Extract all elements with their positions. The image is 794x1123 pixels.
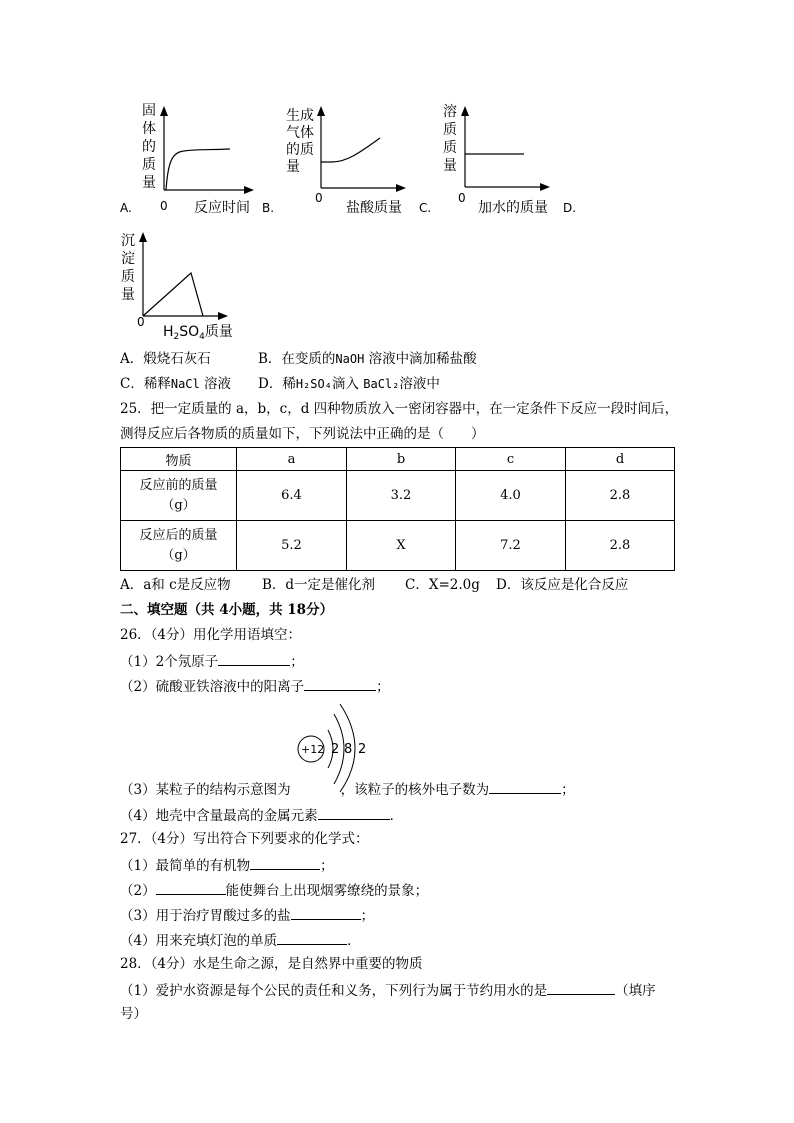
graph-d-letter: D. — [563, 201, 577, 215]
graph-a-ylabel-2: 体 — [142, 121, 156, 137]
atom-nucleus-charge: +12 — [301, 743, 325, 756]
q26-part2: （2）硫酸亚铁溶液中的阳离子 ； — [120, 676, 390, 696]
q25-option-a: A．a和 c是反应物 — [120, 577, 231, 593]
graph-c-origin: 0 — [458, 191, 466, 205]
q28-part1-continued: 号） — [120, 1006, 147, 1022]
q27-stem: 27．（4分）写出符合下列要求的化学式： — [120, 831, 369, 847]
graph-b-ylabel-2: 气体 — [286, 125, 314, 141]
graph-c-xlabel: 加水的质量 — [478, 200, 548, 216]
graph-b — [262, 100, 412, 220]
graph-d-x-arrow — [218, 312, 228, 320]
table-cell: 3.2 — [347, 471, 456, 521]
answer-blank[interactable] — [489, 779, 561, 794]
graph-a-x-arrow — [244, 186, 254, 194]
table-cell: X — [347, 521, 456, 571]
q25-option-b: B．d一定是催化剂 — [262, 577, 376, 593]
table-cell: 2.8 — [566, 471, 675, 521]
answer-blank[interactable] — [156, 880, 226, 895]
table-row-label: 反应前的质量 （g） — [121, 471, 237, 521]
graph-c-ylabel-4: 量 — [443, 158, 457, 174]
table-header-row — [121, 448, 675, 471]
graph-c-y-arrow — [461, 106, 469, 116]
answer-blank[interactable] — [250, 855, 320, 870]
q27-part3: （3）用于治疗胃酸过多的盐 ； — [120, 905, 374, 925]
answer-blank[interactable] — [291, 905, 361, 920]
table-cell: 6.4 — [237, 471, 347, 521]
graph-b-xlabel: 盐酸质量 — [346, 200, 402, 216]
graph-b-ylabel-4: 量 — [286, 159, 300, 175]
graph-c-letter: C. — [419, 201, 432, 215]
atom-electrons-shell-1: 2 — [331, 742, 340, 757]
atom-electrons-shell-2: 8 — [344, 742, 353, 757]
graph-c-x-arrow — [540, 183, 550, 191]
graph-d-curve — [143, 273, 203, 316]
table-header-cell: d — [566, 448, 675, 471]
q24-option-a: A．煅烧石灰石 — [120, 351, 211, 367]
q24-options-row1 — [120, 350, 211, 368]
q26-part1: （1）2个氖原子 ； — [120, 651, 304, 671]
table-cell: 4.0 — [456, 471, 566, 521]
graph-a-letter: A. — [120, 201, 132, 215]
q25-stem-line1: 25．把一定质量的 a，b，c，d 四种物质放入一密闭容器中，在一定条件下反应一段时间后， — [120, 401, 679, 417]
answer-blank[interactable] — [218, 651, 290, 666]
graph-b-origin: 0 — [315, 191, 323, 205]
graph-c-ylabel-3: 质 — [443, 140, 457, 156]
q26-part3: （3）某粒子的结构示意图为 ，该粒子的核外电子数为 ； — [120, 779, 575, 799]
graph-a-y-arrow — [160, 106, 168, 116]
graph-d-origin: 0 — [137, 315, 145, 329]
graph-d-ylabel-3: 质 — [121, 269, 135, 285]
q24-option-b: B．在变质的NaOH 溶液中滴加稀盐酸 — [258, 351, 477, 367]
graph-b-curve — [321, 138, 380, 162]
graph-a-ylabel-5: 量 — [142, 175, 156, 191]
table-header-cell: a — [237, 448, 347, 471]
answer-blank[interactable] — [318, 805, 390, 820]
q25-mass-table — [120, 447, 675, 571]
graph-c — [418, 100, 577, 220]
graph-b-x-arrow — [396, 184, 406, 192]
table-cell: 2.8 — [566, 521, 675, 571]
section-title: 二、填空题（共 4小题，共 18分） — [120, 602, 334, 618]
q25-option-c: C．X=2.0g — [405, 577, 480, 593]
q27-part1: （1）最简单的有机物 ； — [120, 855, 334, 875]
q26-part4: （4）地壳中含量最高的金属元素 ． — [120, 805, 403, 825]
graph-a-ylabel-4: 质 — [142, 157, 156, 173]
table-cell: 5.2 — [237, 521, 347, 571]
q25-option-d: D．该反应是化合反应 — [496, 577, 629, 593]
table-row — [121, 521, 675, 571]
graph-d-ylabel-4: 量 — [121, 287, 135, 303]
answer-blank[interactable] — [547, 980, 615, 995]
table-row — [121, 471, 675, 521]
graph-b-y-arrow — [317, 106, 325, 116]
graph-d-ylabel-2: 淀 — [121, 251, 135, 267]
answer-blank[interactable] — [277, 930, 347, 945]
graph-b-ylabel-1: 生成 — [286, 108, 314, 124]
graph-d-ylabel-1: 沉 — [121, 233, 135, 249]
q24-option-d: D．稀H₂SO₄滴入 BaCl₂溶液中 — [258, 376, 440, 392]
table-row-label: 反应后的质量 （g） — [121, 521, 237, 571]
table-header-cell: c — [456, 448, 566, 471]
graph-b-ylabel-3: 的质 — [286, 142, 314, 158]
graph-a — [118, 100, 258, 220]
graph-c-ylabel-1: 溶 — [443, 104, 457, 120]
atom-electrons-shell-3: 2 — [358, 742, 367, 757]
q26-stem: 26．（4分）用化学用语填空： — [120, 627, 302, 643]
graph-a-ylabel-3: 的 — [142, 139, 156, 155]
answer-blank[interactable] — [304, 676, 376, 691]
q25-stem-line2: 测得反应后各物质的质量如下，下列说法中正确的是（ ） — [120, 426, 485, 442]
graph-b-letter: B. — [262, 201, 275, 215]
q27-part2: （2） 能使舞台上出现烟雾缭绕的景象； — [120, 880, 428, 900]
graph-a-xlabel: 反应时间 — [194, 200, 250, 216]
q28-part1: （1）爱护水资源是每个公民的责任和义务，下列行为属于节约用水的是 （填序 — [120, 980, 656, 1000]
table-header-cell: b — [347, 448, 456, 471]
table-cell: 7.2 — [456, 521, 566, 571]
graph-a-ylabel-1: 固 — [142, 103, 156, 119]
graph-a-origin: 0 — [160, 199, 168, 213]
graph-d — [118, 226, 248, 340]
graph-d-xlabel: $H_2SO_4$质量 — [163, 324, 233, 342]
table-header-cell: 物质 — [121, 448, 237, 471]
q28-stem: 28．（4分）水是生命之源，是自然界中重要的物质 — [120, 956, 423, 972]
graph-d-y-arrow — [139, 232, 147, 242]
q27-part4: （4）用来充填灯泡的单质 ． — [120, 930, 361, 950]
graph-c-ylabel-2: 质 — [443, 122, 457, 138]
graph-a-curve — [166, 149, 230, 190]
q24-option-c: C．稀释NaCl 溶液 — [120, 376, 232, 392]
